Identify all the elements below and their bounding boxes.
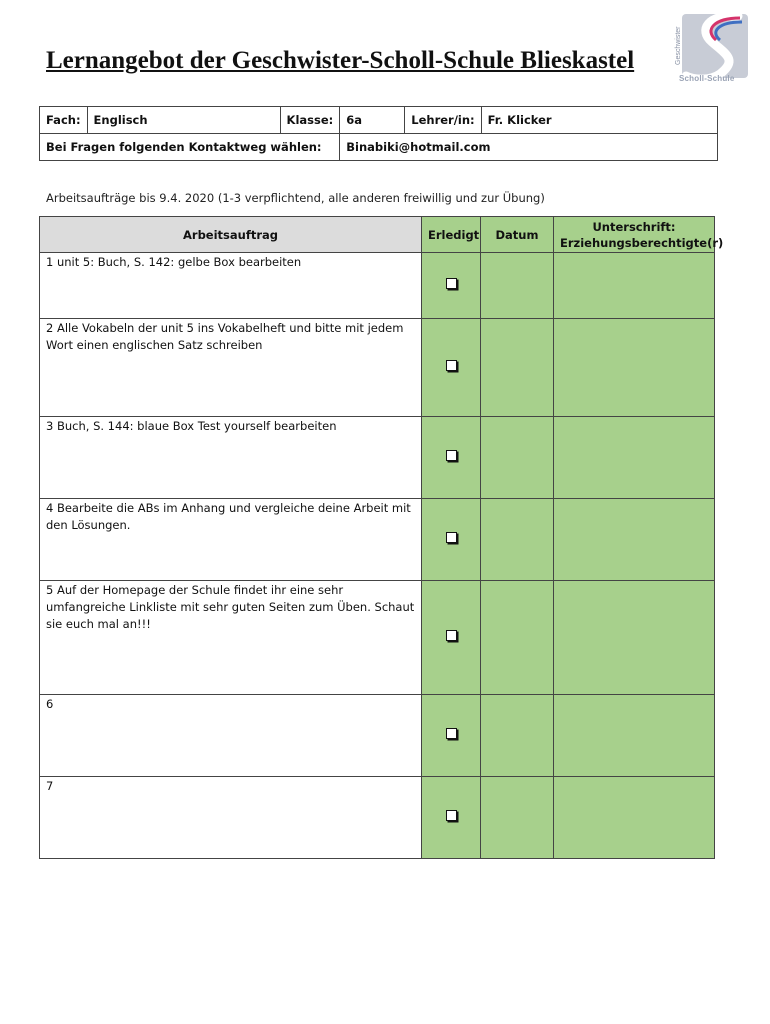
checkbox-icon[interactable]: [446, 810, 457, 821]
date-cell[interactable]: [481, 319, 554, 417]
lehrer-label: Lehrer/in:: [405, 107, 481, 134]
signature-cell[interactable]: [554, 417, 715, 499]
checkbox-icon[interactable]: [446, 728, 457, 739]
task-text: 5 Auf der Homepage der Schule findet ihr eine sehr umfangreiche Linkliste mit sehr guten Seiten zum Üben. Schaut sie euch mal an!!!: [40, 581, 422, 695]
date-cell[interactable]: [481, 581, 554, 695]
header-signature-line1: Unterschrift:: [592, 219, 676, 234]
signature-cell[interactable]: [554, 777, 715, 859]
klasse-label: Klasse:: [280, 107, 340, 134]
task-text: 6: [40, 695, 422, 777]
klasse-value: 6a: [340, 107, 405, 134]
table-row: [40, 253, 715, 319]
done-cell[interactable]: [422, 581, 481, 695]
header-date: Datum: [481, 217, 554, 253]
contact-label: Bei Fragen folgenden Kontaktweg wählen:: [40, 134, 340, 161]
checkbox-icon[interactable]: [446, 630, 457, 641]
table-row: [40, 581, 715, 695]
assignment-intro: Arbeitsaufträge bis 9.4. 2020 (1-3 verpflichtend, alle anderen freiwillig und zur Übung): [46, 191, 545, 205]
checkbox-icon[interactable]: [446, 532, 457, 543]
task-text: 7: [40, 777, 422, 859]
info-row-1: [40, 107, 718, 134]
table-row: [40, 319, 715, 417]
header-signature-line2: Erziehungsberechtigte(r): [560, 235, 724, 250]
checkbox-icon[interactable]: [446, 450, 457, 461]
signature-cell[interactable]: [554, 499, 715, 581]
contact-value: Binabiki@hotmail.com: [340, 134, 718, 161]
task-header-row: [40, 217, 715, 253]
done-cell[interactable]: [422, 253, 481, 319]
fach-value: Englisch: [87, 107, 280, 134]
checkbox-icon[interactable]: [446, 278, 457, 289]
signature-cell[interactable]: [554, 253, 715, 319]
signature-cell[interactable]: [554, 581, 715, 695]
date-cell[interactable]: [481, 499, 554, 581]
date-cell[interactable]: [481, 417, 554, 499]
fach-label: Fach:: [40, 107, 88, 134]
header-signature: [554, 217, 724, 253]
signature-cell[interactable]: [554, 319, 715, 417]
checkbox-icon[interactable]: [446, 360, 457, 371]
task-text: 3 Buch, S. 144: blaue Box Test yourself bearbeiten: [40, 417, 422, 499]
logo-vertical-text: Geschwister: [675, 26, 682, 65]
signature-cell[interactable]: [554, 695, 715, 777]
done-cell[interactable]: [422, 319, 481, 417]
header-task: Arbeitsauftrag: [40, 217, 422, 253]
table-row: [40, 417, 715, 499]
task-table: [39, 216, 724, 859]
task-text: 4 Bearbeite die ABs im Anhang und vergleiche deine Arbeit mit den Lösungen.: [40, 499, 422, 581]
table-row: [40, 777, 715, 859]
page-title: Lernangebot der Geschwister-Scholl-Schule Blieskastel: [46, 47, 635, 74]
date-cell[interactable]: [481, 253, 554, 319]
task-text: 2 Alle Vokabeln der unit 5 ins Vokabelheft und bitte mit jedem Wort einen englischen Satz schreiben: [40, 319, 422, 417]
task-text: 1 unit 5: Buch, S. 142: gelbe Box bearbeiten: [40, 253, 422, 319]
table-row: [40, 695, 715, 777]
info-table: [39, 106, 718, 161]
logo-caption: Scholl-Schule: [679, 74, 735, 83]
info-row-2: [40, 134, 718, 161]
done-cell[interactable]: [422, 417, 481, 499]
lehrer-value: Fr. Klicker: [481, 107, 717, 134]
done-cell[interactable]: [422, 499, 481, 581]
done-cell[interactable]: [422, 695, 481, 777]
header-done: Erledigt: [422, 217, 481, 253]
table-row: [40, 499, 715, 581]
date-cell[interactable]: [481, 695, 554, 777]
done-cell[interactable]: [422, 777, 481, 859]
date-cell[interactable]: [481, 777, 554, 859]
